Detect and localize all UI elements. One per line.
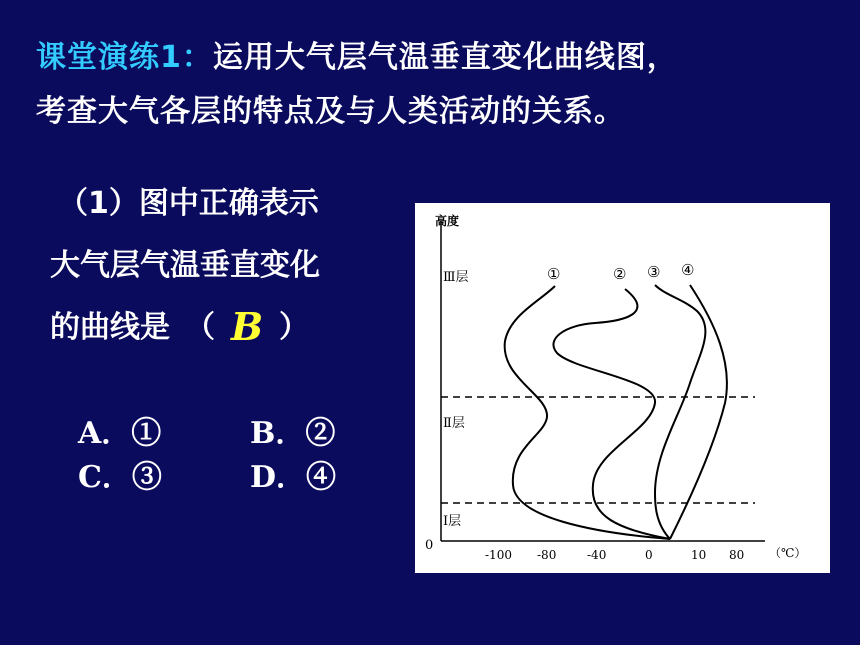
exercise-title-line2: 考查大气各层的特点及与人类活动的关系。 [36,94,625,129]
x-unit: （℃） [769,546,807,560]
layer-label-2: Ⅱ层 [443,416,465,431]
y-axis-label: 高度 [435,214,460,228]
layer-label-3: Ⅲ层 [443,270,469,285]
curve-label-1: ① [547,265,561,283]
x-tick: 80 [729,548,745,562]
answer-letter: B [230,304,264,349]
question-line-2: 大气层气温垂直变化 [50,248,320,283]
question-line-3 [50,302,309,349]
question-suffix: ） [279,310,309,345]
option-b[interactable]: B．② [250,416,336,451]
x-tick: 10 [691,548,707,562]
curve-label-4: ④ [681,261,695,279]
exercise-label: 课堂演练1： [36,40,213,75]
origin-label: 0 [425,538,434,553]
x-tick: 0 [645,548,653,562]
x-tick: -100 [485,548,512,562]
option-c[interactable]: C．③ [78,460,162,495]
question-prefix: 的曲线是 （ [50,310,215,345]
curve-2 [553,289,670,539]
option-d[interactable]: D．④ [250,460,337,495]
curve-label-3: ③ [647,263,661,281]
x-tick: -80 [537,548,557,562]
x-tick: -40 [587,548,607,562]
curve-label-2: ② [613,265,627,283]
exercise-title [36,32,678,76]
option-a[interactable]: A．① [78,416,162,451]
question-line-1: （1）图中正确表示 [58,186,319,221]
curve-3 [655,285,705,539]
exercise-title-text: 运用大气层气温垂直变化曲线图， [212,40,678,75]
diagram-svg [415,203,830,573]
layer-label-1: Ⅰ层 [443,514,462,529]
temperature-profile-diagram [415,203,830,573]
